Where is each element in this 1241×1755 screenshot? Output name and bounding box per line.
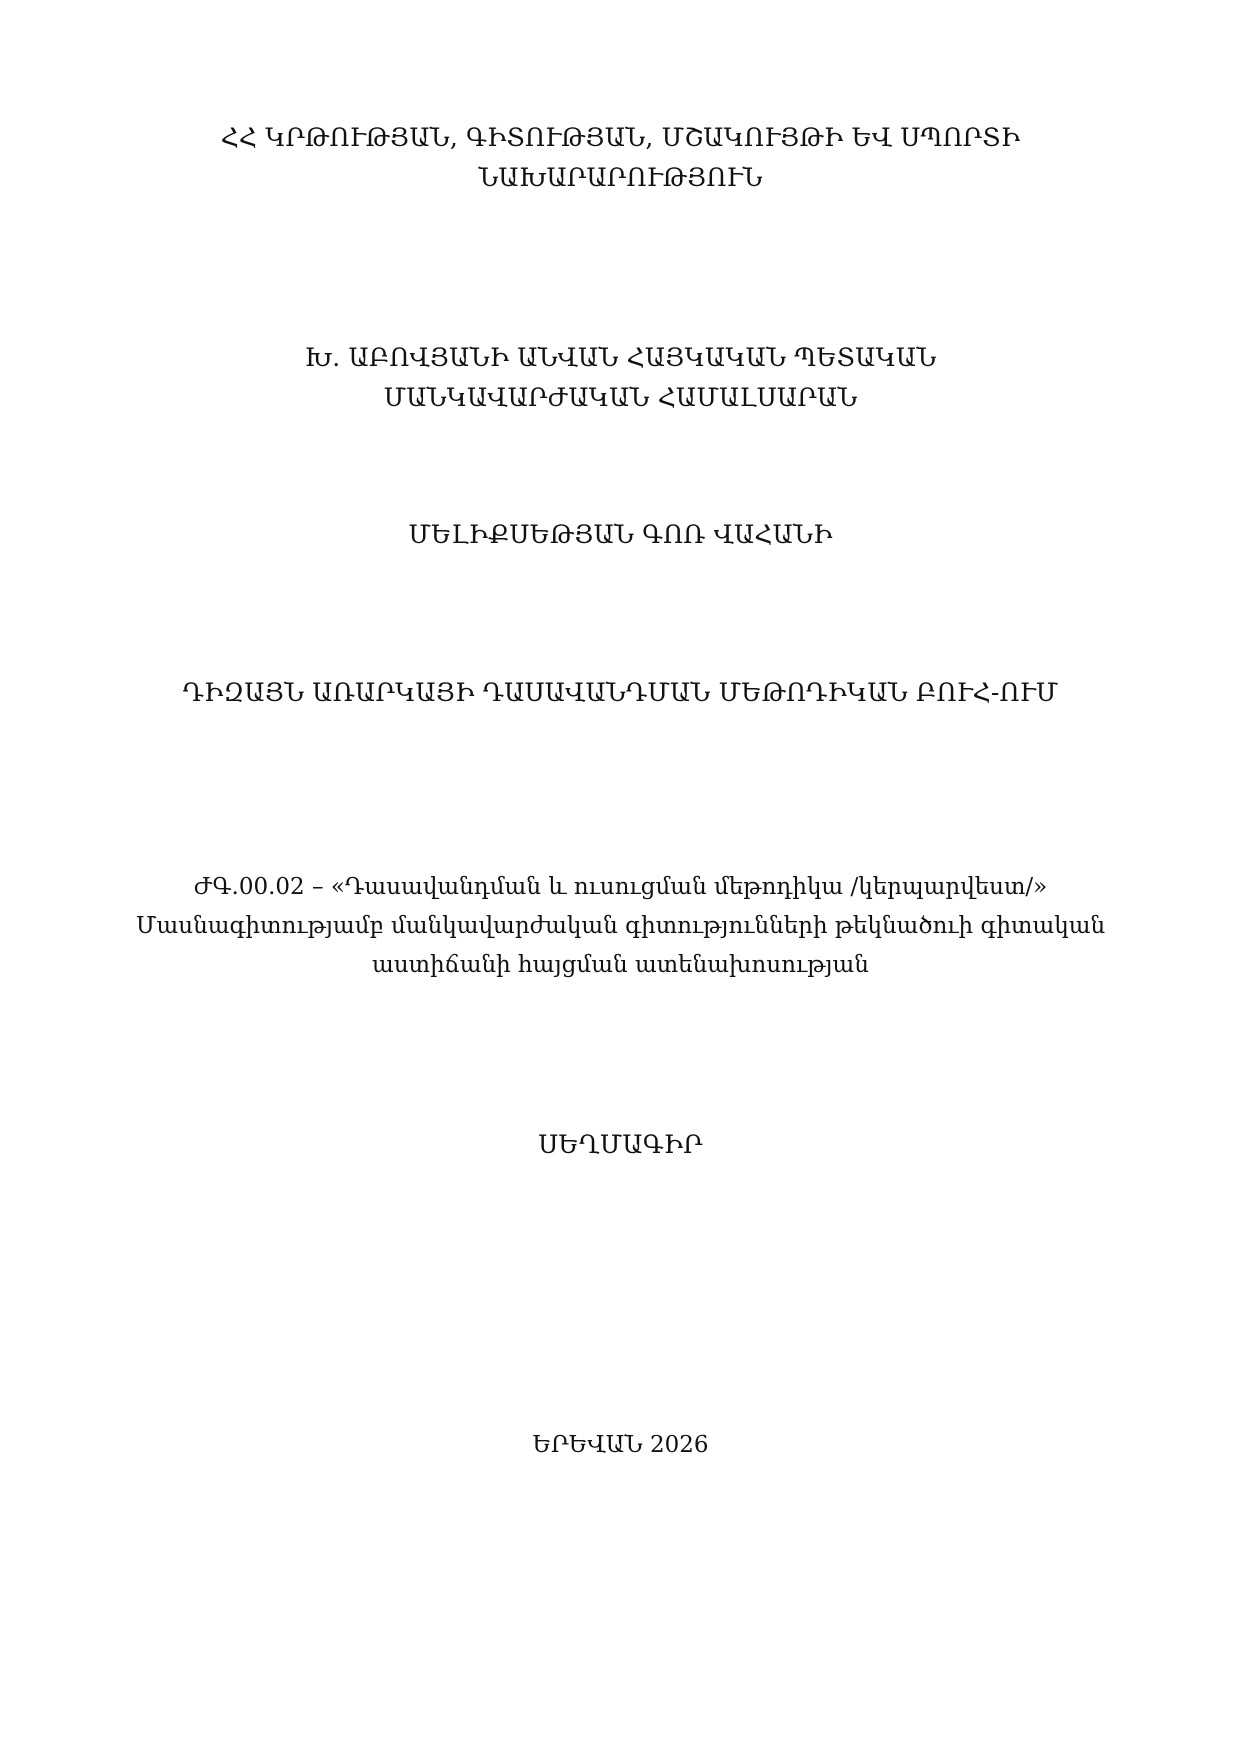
author-name — [120, 515, 1121, 555]
ministry-name-line-1: ՀՀ ԿՐԹՈՒԹՅԱՆ, ԳԻՏՈՒԹՅԱՆ, ՄՇԱԿՈՒՅԹԻ ԵՎ ՍՊՈՐՏԻ — [220, 123, 1021, 152]
university-name-line-2: ՄԱՆԿԱՎԱՐԺԱԿԱՆ ՀԱՄԱԼՍԱՐԱՆ — [383, 383, 858, 412]
dissertation-title-text: ԴԻԶԱՅՆ ԱՌԱՐԿԱՅԻ ԴԱՍԱՎԱՆԴՄԱՆ ՄԵԹՈԴԻԿԱՆ ԲՈՒՀ-ՈՒՄ — [182, 678, 1059, 707]
specialty-line-3: աստիճանի հայցման ատենախոսության — [372, 952, 869, 978]
specialty-description — [120, 868, 1121, 985]
ministry-name — [120, 118, 1121, 198]
document-type — [120, 1125, 1121, 1165]
university-name-line-1: Խ. ԱԲՈՎՅԱՆԻ ԱՆՎԱՆ ՀԱՅԿԱԿԱՆ ՊԵՏԱԿԱՆ — [304, 343, 937, 372]
dissertation-title — [120, 673, 1121, 713]
specialty-line-2: Մասնագիտությամբ մանկավարժական գիտությունների թեկնածուի գիտական — [135, 913, 1106, 939]
document-type-text: ՍԵՂՄԱԳԻՐ — [538, 1130, 703, 1159]
ministry-name-line-2: ՆԱԽԱՐԱՐՈՒԹՅՈՒՆ — [478, 163, 763, 192]
city-year-text: ԵՐԵՎԱՆ 2026 — [532, 1432, 709, 1458]
city-year — [120, 1426, 1121, 1465]
author-name-text: ՄԵԼԻՔՍԵԹՅԱՆ ԳՈՌ ՎԱՀԱՆԻ — [408, 520, 833, 549]
specialty-line-1: ԺԳ.00.02 – «Դասավանդման և ուսուցման մեթոդիկա /կերպարվեստ/» — [193, 874, 1048, 900]
university-name — [120, 338, 1121, 418]
